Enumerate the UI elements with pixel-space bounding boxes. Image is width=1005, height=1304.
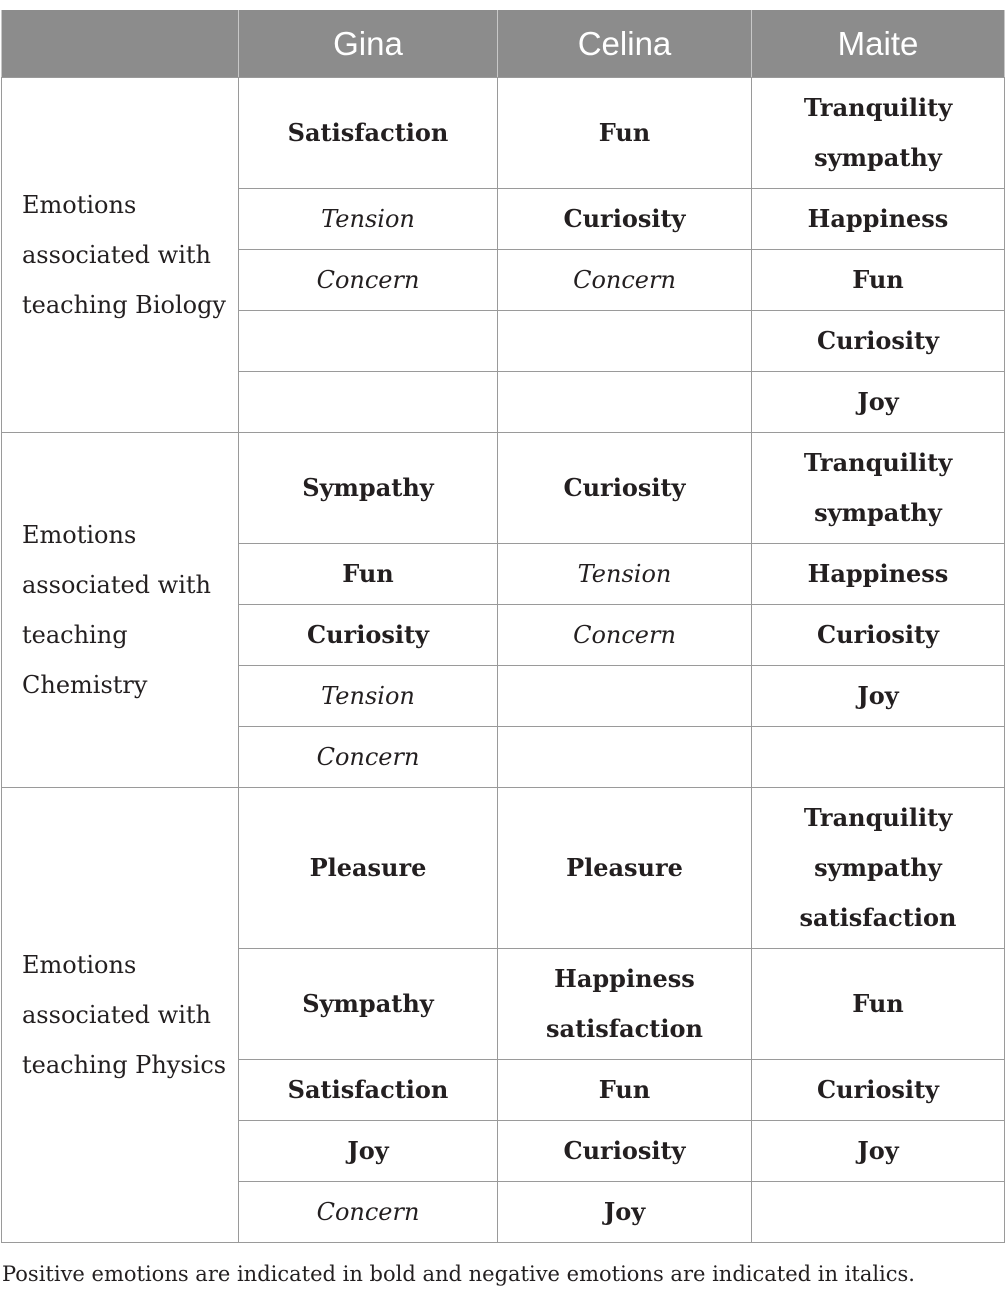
emotion-cell-maite: Tranquility sympathy [752, 433, 1005, 544]
emotion-cell-maite [752, 727, 1005, 788]
emotions-table-container [0, 10, 1005, 1243]
emotion-cell-maite: Fun [752, 949, 1005, 1060]
emotion-cell-maite: Joy [752, 1121, 1005, 1182]
emotion-cell-maite: Happiness [752, 544, 1005, 605]
emotion-cell-maite: Curiosity [752, 311, 1005, 372]
emotions-table [1, 10, 1005, 1243]
emotion-cell-celina: Curiosity [498, 189, 752, 250]
header-cell-empty [2, 10, 239, 78]
table-row [2, 433, 1005, 544]
header-cell-maite: Maite [752, 10, 1005, 78]
emotion-cell-celina: Joy [498, 1182, 752, 1243]
emotion-cell-maite: Happiness [752, 189, 1005, 250]
table-footnote: Positive emotions are indicated in bold and negative emotions are indicated in italics. [2, 1262, 915, 1286]
emotion-cell-maite: Curiosity [752, 1060, 1005, 1121]
emotion-cell-gina: Tension [239, 666, 498, 727]
emotion-cell-celina: Fun [498, 78, 752, 189]
header-row [2, 10, 1005, 78]
emotion-cell-gina: Concern [239, 1182, 498, 1243]
section-label: Emotions associated with teaching Biology [2, 78, 239, 433]
emotion-cell-gina: Sympathy [239, 433, 498, 544]
emotion-cell-gina: Concern [239, 250, 498, 311]
emotion-cell-gina: Satisfaction [239, 78, 498, 189]
emotion-cell-maite: Joy [752, 666, 1005, 727]
section-label: Emotions associated with teaching Physics [2, 788, 239, 1243]
section-label: Emotions associated with teaching Chemistry [2, 433, 239, 788]
emotion-cell-maite: Tranquility sympathy [752, 78, 1005, 189]
table-row [2, 788, 1005, 949]
emotion-cell-gina: Concern [239, 727, 498, 788]
emotion-cell-gina: Fun [239, 544, 498, 605]
emotion-cell-maite: Fun [752, 250, 1005, 311]
emotion-cell-gina: Satisfaction [239, 1060, 498, 1121]
emotion-cell-maite: Joy [752, 372, 1005, 433]
emotion-cell-celina [498, 666, 752, 727]
emotion-cell-celina [498, 372, 752, 433]
emotion-cell-gina [239, 372, 498, 433]
emotion-cell-gina [239, 311, 498, 372]
emotion-cell-celina: Concern [498, 605, 752, 666]
emotion-cell-gina: Joy [239, 1121, 498, 1182]
table-body [2, 78, 1005, 1243]
header-cell-gina: Gina [239, 10, 498, 78]
emotion-cell-maite: Tranquility sympathy satisfaction [752, 788, 1005, 949]
emotion-cell-celina: Curiosity [498, 1121, 752, 1182]
emotion-cell-celina: Curiosity [498, 433, 752, 544]
header-cell-celina: Celina [498, 10, 752, 78]
emotion-cell-maite: Curiosity [752, 605, 1005, 666]
emotion-cell-celina: Fun [498, 1060, 752, 1121]
emotion-cell-celina [498, 311, 752, 372]
table-header [2, 10, 1005, 78]
table-row [2, 78, 1005, 189]
emotion-cell-celina: Tension [498, 544, 752, 605]
emotion-cell-gina: Curiosity [239, 605, 498, 666]
emotion-cell-celina: Concern [498, 250, 752, 311]
emotion-cell-maite [752, 1182, 1005, 1243]
emotion-cell-celina: Happiness satisfaction [498, 949, 752, 1060]
emotion-cell-celina [498, 727, 752, 788]
emotion-cell-gina: Tension [239, 189, 498, 250]
emotion-cell-gina: Sympathy [239, 949, 498, 1060]
emotion-cell-celina: Pleasure [498, 788, 752, 949]
emotion-cell-gina: Pleasure [239, 788, 498, 949]
